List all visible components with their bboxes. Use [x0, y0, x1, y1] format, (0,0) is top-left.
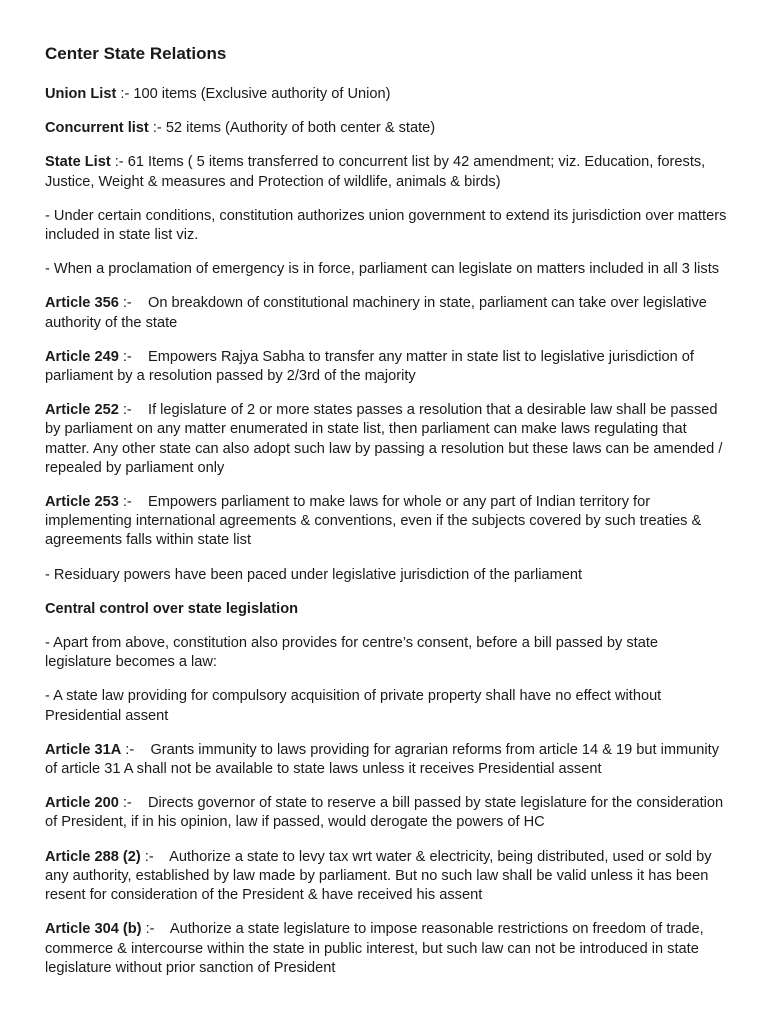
article-separator: :- [118, 348, 149, 365]
state-list-text: :- 61 Items ( 5 items transferred to concurrent list by 42 amendment; viz. Education, forests, Justice, Weight & measures and Protection of wildlife, animals & birds) [45, 154, 706, 190]
concurrent-list-paragraph [45, 119, 728, 138]
article-separator: :- [121, 741, 151, 758]
article-304b-paragraph [45, 920, 728, 978]
union-list-label: Union List [45, 86, 117, 102]
article-text: Grants immunity to laws providing for agrarian reforms from article 14 & 19 but immunity of article 31 A shall not be available to state laws unless it receives Presidential assent [45, 741, 719, 778]
note-paragraph: - When a proclamation of emergency is in force, parliament can legislate on matters included in all 3 lists [45, 261, 720, 278]
union-list-paragraph [45, 85, 728, 104]
article-separator: :- [118, 295, 149, 312]
article-text: Authorize a state legislature to impose reasonable restrictions on freedom of trade, commerce & intercourse within the state in public interest, but such law can not be introduced in state legislature without prior sanction of President [45, 921, 704, 976]
note-paragraph: - Under certain conditions, constitution authorizes union government to extend its jurisdiction over matters included in state list viz. [45, 207, 727, 244]
article-label: Article 288 (2) [45, 848, 141, 865]
section-heading: Central control over state legislation [45, 600, 299, 617]
article-356-paragraph [45, 294, 728, 332]
state-list-label: State List [45, 154, 111, 171]
concurrent-list-label: Concurrent list [45, 120, 149, 137]
page-title: Center State Relations [45, 44, 227, 63]
article-253-paragraph [45, 493, 728, 551]
article-separator: :- [141, 921, 170, 938]
article-separator: :- [118, 402, 149, 419]
union-list-text: :- 100 items (Exclusive authority of Union) [116, 86, 391, 102]
article-text: On breakdown of constitutional machinery in state, parliament can take over legislative authority of the state [45, 295, 707, 331]
article-label: Article 304 (b) [45, 921, 142, 938]
note-paragraph: - A state law providing for compulsory acquisition of private property shall have no effect without Presidential assent [45, 688, 662, 724]
article-label: Article 252 [45, 402, 119, 419]
article-200-paragraph [45, 794, 728, 832]
residuary-paragraph: - Residuary powers have been paced under legislative jurisdiction of the parliament [45, 566, 583, 583]
article-text: If legislature of 2 or more states passes a resolution that a desirable law shall be passed by parliament on any matter enumerated in state list, then parliament can make laws regulating that matter. Any other state can also adopt such law by passing a resolution but these laws can be amended / repealed by parliament only [45, 402, 723, 476]
article-31a-paragraph [45, 741, 728, 779]
article-label: Article 253 [45, 494, 119, 511]
concurrent-list-text: :- 52 items (Authority of both center & state) [148, 120, 436, 137]
note-paragraph: - Apart from above, constitution also provides for centre’s consent, before a bill passed by state legislature becomes a law: [45, 635, 659, 671]
article-separator: :- [140, 848, 170, 865]
article-249-paragraph [45, 348, 728, 386]
article-252-paragraph [45, 401, 728, 478]
state-list-paragraph [45, 153, 728, 191]
article-label: Article 200 [45, 795, 119, 812]
article-label: Article 356 [45, 295, 119, 312]
article-text: Authorize a state to levy tax wrt water & electricity, being distributed, used or sold by any authority, established by law made by parliament. But no such law shall be valid unless it has been resent for consideration of the President & have received his assent [45, 848, 712, 904]
article-288-paragraph [45, 848, 728, 906]
article-text: Directs governor of state to reserve a bill passed by state legislature for the consideration of President, if in his opinion, law if passed, would derogate the powers of HC [45, 795, 724, 831]
article-separator: :- [118, 795, 149, 812]
article-separator: :- [118, 494, 149, 511]
article-text: Empowers parliament to make laws for whole or any part of Indian territory for implementing international agreements & conventions, even if the subjects covered by such treaties & agreements falls within state list [45, 494, 702, 549]
article-text: Empowers Rajya Sabha to transfer any matter in state list to legislative jurisdiction of parliament by a resolution passed by 2/3rd of the majority [45, 348, 694, 385]
article-label: Article 31A [45, 741, 122, 758]
article-label: Article 249 [45, 348, 119, 365]
